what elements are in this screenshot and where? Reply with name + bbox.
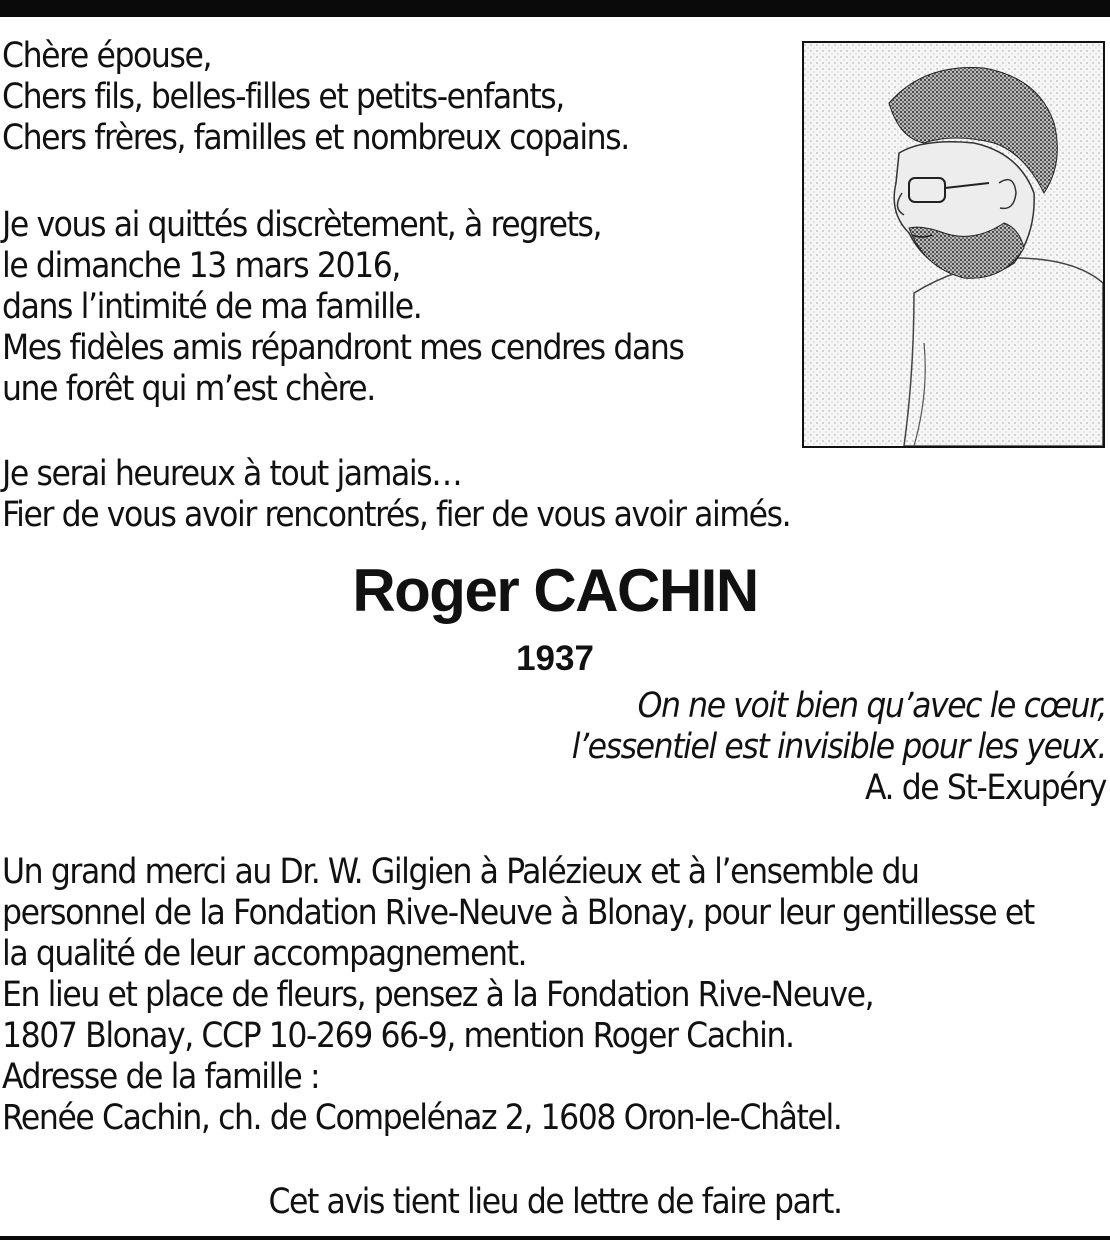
top-rule	[0, 0, 1110, 17]
notice-text: Cet avis tient lieu de lettre de faire part.	[268, 1182, 842, 1222]
quote-line: l’essentiel est invisible pour les yeux.	[571, 727, 1106, 767]
deceased-name: Roger CACHIN	[352, 557, 758, 624]
thanks-line: la qualité de leur accompagnement.	[2, 934, 527, 974]
farewell-line: une forêt qui m’est chère.	[2, 369, 375, 409]
greeting-line: Chers frères, familles et nombreux copains.	[2, 118, 629, 158]
birth-year: 1937	[516, 639, 594, 678]
closing-words-line: Fier de vous avoir rencontrés, fier de vous avoir aimés.	[2, 495, 791, 535]
thanks-line: personnel de la Fondation Rive-Neuve à Blonay, pour leur gentillesse et	[2, 893, 1034, 933]
closing-words-block	[2, 454, 790, 536]
quote-block	[572, 686, 1106, 809]
farewell-line: Je vous ai quittés discrètement, à regrets,	[2, 205, 602, 245]
farewell-line: Mes fidèles amis répandront mes cendres dans	[2, 328, 684, 368]
quote-author: A. de St-Exupéry	[864, 768, 1106, 808]
farewell-line: le dimanche 13 mars 2016,	[2, 246, 400, 286]
greeting-line: Chers fils, belles-filles et petits-enfants,	[2, 77, 564, 117]
thanks-line: Adresse de la famille :	[2, 1057, 320, 1097]
thanks-line: En lieu et place de fleurs, pensez à la Fondation Rive-Neuve,	[2, 975, 874, 1015]
quote-line: On ne voit bien qu’avec le cœur,	[637, 686, 1106, 726]
closing-words-line: Je serai heureux à tout jamais…	[2, 454, 462, 494]
thanks-block	[2, 852, 1034, 1139]
farewell-line: dans l’intimité de ma famille.	[2, 287, 422, 327]
farewell-block	[2, 205, 683, 410]
portrait-sketch-icon	[802, 41, 1105, 448]
greeting-block	[2, 36, 629, 159]
thanks-line: 1807 Blonay, CCP 10-269 66-9, mention Roger Cachin.	[2, 1016, 794, 1056]
greeting-line: Chère épouse,	[2, 36, 212, 76]
bottom-rule	[0, 1236, 1110, 1240]
thanks-line: Un grand merci au Dr. W. Gilgien à Palézieux et à l’ensemble du	[2, 852, 919, 892]
thanks-line: Renée Cachin, ch. de Compelénaz 2, 1608 Oron-le-Châtel.	[2, 1098, 842, 1138]
